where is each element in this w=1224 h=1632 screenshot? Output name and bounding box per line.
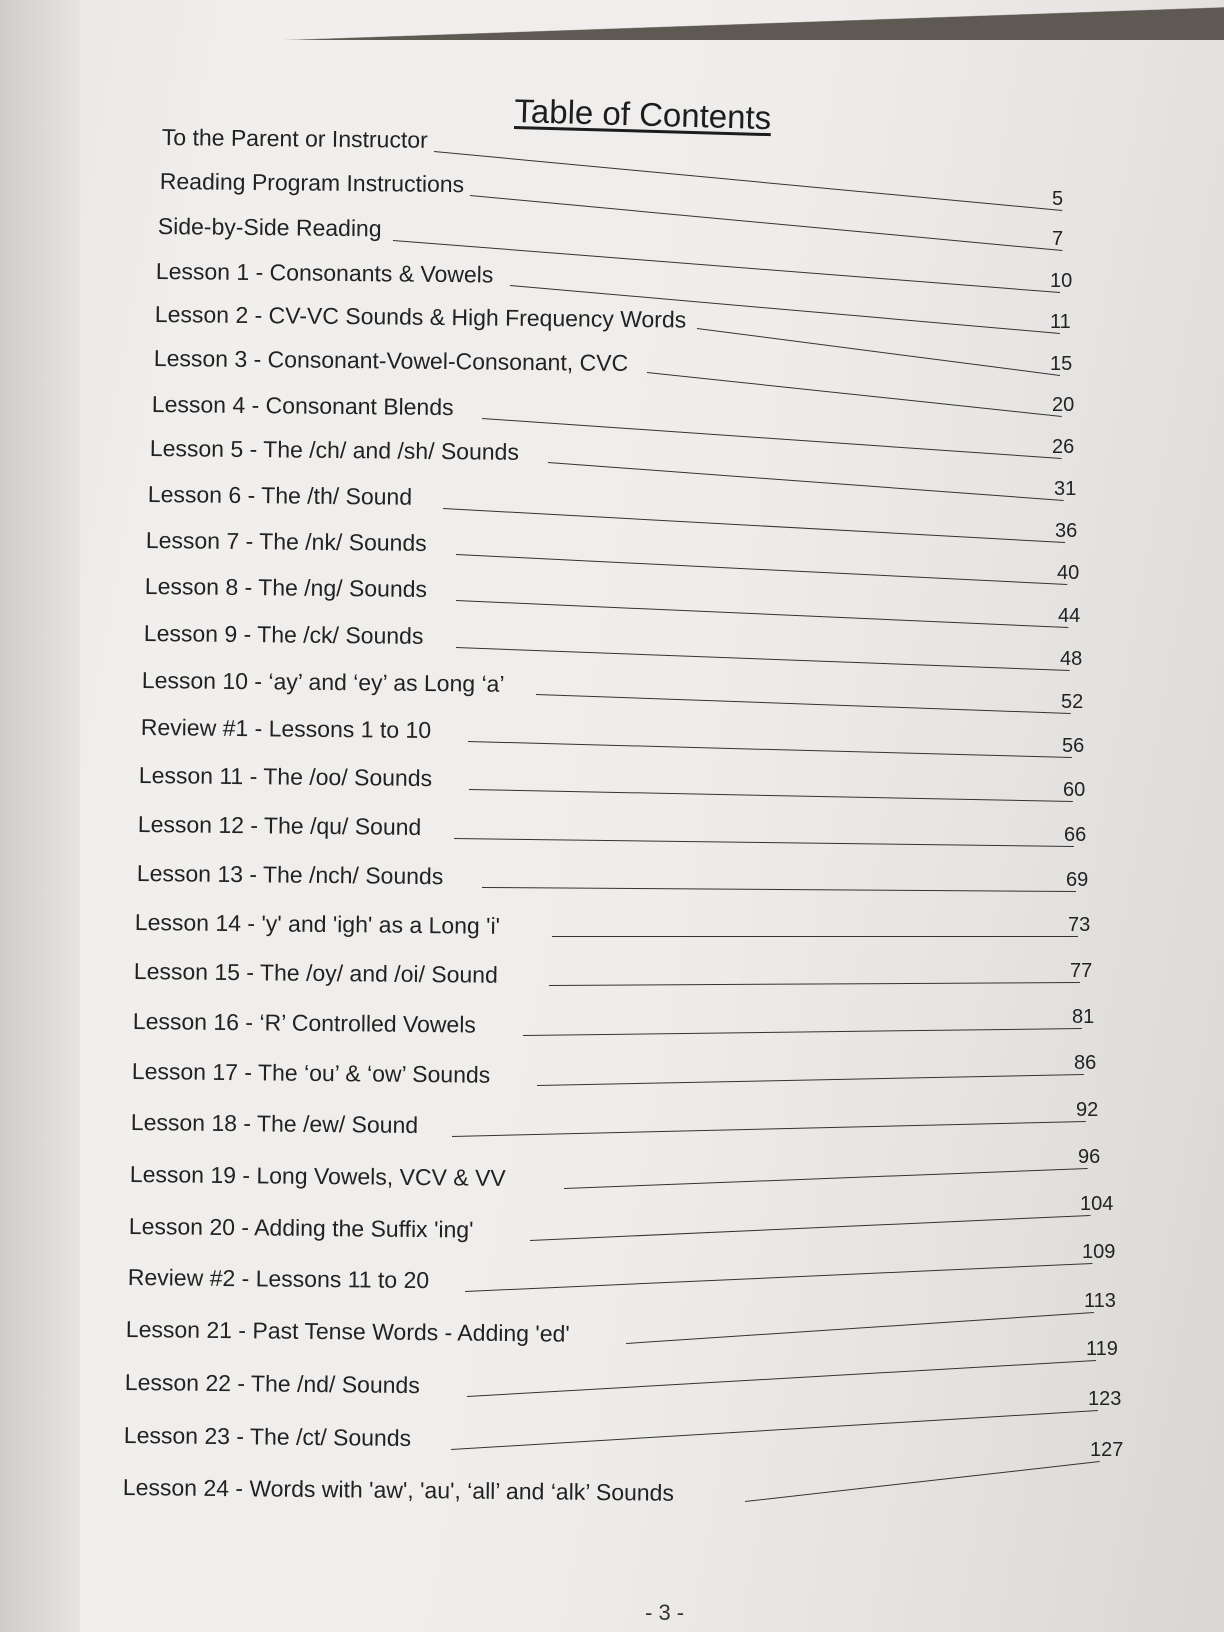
toc-leader-line [530,1215,1090,1241]
toc-leader-line [745,1461,1100,1502]
toc-leader-line [452,1121,1086,1137]
toc-entry-label: Lesson 7 - The /nk/ Sounds [145,527,427,556]
toc-entry-label: Lesson 21 - Past Tense Words - Adding 'ed' [125,1316,570,1347]
toc-page-number: 86 [1074,1052,1097,1074]
toc-page-number: 40 [1057,562,1080,584]
toc-leader-line [482,418,1062,459]
toc-entry-label: Lesson 10 - ‘ay’ and ‘ey’ as Long ‘a’ [141,667,505,697]
toc-leader-line [510,285,1060,334]
toc-page-number: 127 [1090,1439,1124,1461]
toc-entry-label: Lesson 11 - The /oo/ Sounds [138,762,433,792]
toc-leader-line [469,789,1073,802]
toc-leader-line [697,328,1060,376]
toc-page-number: 81 [1072,1006,1095,1028]
toc-entry-label: Reading Program Instructions [159,168,465,198]
toc-page-number: 69 [1066,869,1089,891]
toc-leader-line [647,372,1062,417]
toc-entry-label: Lesson 14 - 'y' and 'igh' as a Long 'i' [134,909,501,939]
toc-entry-label: Lesson 4 - Consonant Blends [151,391,454,421]
toc-page-number: 56 [1062,735,1085,757]
toc-page-number: 26 [1052,436,1075,458]
toc-entry-label: Lesson 16 - ‘R’ Controlled Vowels [132,1008,477,1038]
toc-entry-label: Lesson 9 - The /ck/ Sounds [143,620,424,649]
toc-page-number: 20 [1052,394,1075,416]
toc-leader-line [468,741,1072,758]
toc-leader-line [454,838,1074,847]
toc-leader-line [537,1074,1084,1086]
toc-entry-label: Lesson 8 - The /ng/ Sounds [144,573,428,602]
toc-page-number: 96 [1078,1146,1101,1168]
toc-leader-line [456,647,1070,671]
toc-entry-label: Review #2 - Lessons 11 to 20 [127,1264,430,1294]
toc-leader-line [470,195,1062,251]
page-number-footer: - 3 - [645,1600,685,1625]
toc-entry-label: Side-by-Side Reading [157,213,382,242]
toc-page-number: 104 [1080,1193,1114,1215]
toc-page-number: 7 [1052,228,1064,250]
toc-entry-label: Lesson 17 - The ‘ou’ & ‘ow’ Sounds [131,1058,491,1088]
toc-leader-line [549,982,1080,986]
toc-page-number: 73 [1068,914,1091,936]
toc-entry-label: Review #1 - Lessons 1 to 10 [140,714,432,744]
toc-page-number: 48 [1060,648,1083,670]
toc-page-number: 119 [1086,1338,1118,1360]
toc-leader-line [443,508,1065,543]
toc-entry-label: Lesson 19 - Long Vowels, VCV & VV [129,1161,506,1191]
toc-page-number: 92 [1076,1099,1099,1121]
toc-entry-label: Lesson 15 - The /oy/ and /oi/ Sound [133,958,498,988]
toc-entry-label: Lesson 23 - The /ct/ Sounds [123,1422,412,1452]
toc-page-number: 11 [1050,311,1071,333]
toc-entry-label: Lesson 1 - Consonants & Vowels [155,258,494,288]
toc-page-number: 5 [1052,188,1064,210]
toc-leader-line [552,936,1078,937]
toc-page-number: 15 [1050,353,1073,375]
toc-page-number: 31 [1054,478,1077,500]
toc-page-number: 52 [1061,691,1084,713]
toc-entry-label: Lesson 5 - The /ch/ and /sh/ Sounds [149,435,520,465]
toc-page-number: 66 [1064,824,1087,846]
toc-entry-label: Lesson 3 - Consonant-Vowel-Consonant, CVC [153,345,629,376]
toc-entry-label: Lesson 2 - CV-VC Sounds & High Frequency Words [154,301,687,333]
toc-leader-line [564,1168,1088,1189]
toc-page-number: 60 [1063,779,1086,801]
toc-page-number: 10 [1050,270,1073,292]
toc-entry-label: Lesson 18 - The /ew/ Sound [130,1109,419,1139]
toc-leader-line [536,694,1071,714]
toc-entry-label: Lesson 24 - Words with 'aw', 'au', ‘all’ and ‘alk’ Sounds [122,1474,675,1506]
toc-leader-line [456,600,1068,628]
toc-entry-label: Lesson 22 - The /nd/ Sounds [124,1369,420,1399]
toc-leader-line [467,1360,1096,1397]
toc-page-number: 113 [1084,1290,1116,1312]
toc-page-number: 36 [1055,520,1078,542]
toc-entry-label: Lesson 13 - The /nch/ Sounds [136,860,444,890]
toc-entry-label: To the Parent or Instructor [161,124,428,153]
toc-leader-line [451,1410,1098,1450]
toc-page-number: 109 [1082,1241,1116,1263]
toc-leader-line [465,1263,1092,1292]
toc-page-number: 44 [1058,605,1081,627]
toc-entry-label: Lesson 20 - Adding the Suffix 'ing' [128,1213,474,1243]
toc-leader-line [482,887,1076,892]
toc-entry-label: Lesson 6 - The /th/ Sound [147,481,413,510]
toc-leader-line [393,240,1060,293]
page-title: Table of Contents [513,92,772,137]
toc-leader-line [548,462,1064,501]
toc-leader-line [434,151,1062,211]
toc-page-number: 77 [1070,960,1093,982]
toc-page-number: 123 [1088,1388,1122,1410]
toc-leader-line [523,1028,1082,1036]
toc-leader-line [626,1312,1094,1344]
toc-leader-line [456,554,1067,585]
toc-entry-label: Lesson 12 - The /qu/ Sound [137,811,422,840]
